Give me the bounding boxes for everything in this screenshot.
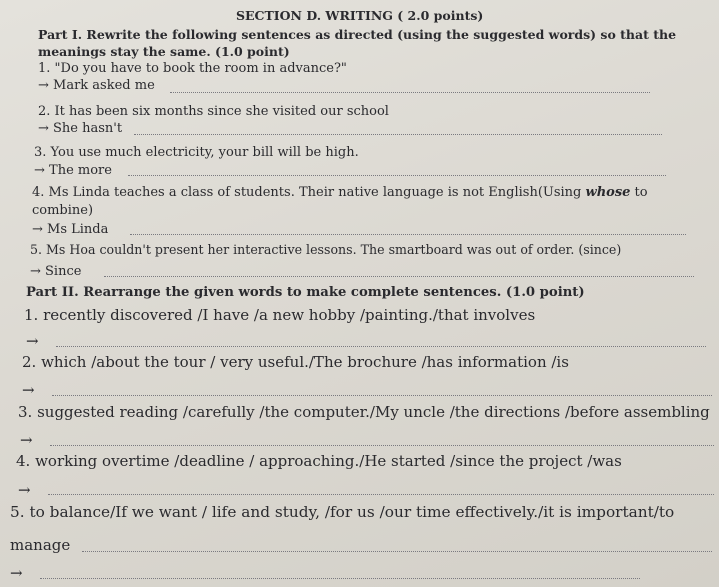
part2-question-2: 2. which /about the tour / very useful./The brochure /has information /is bbox=[22, 353, 569, 371]
part1-answer-line-5[interactable] bbox=[104, 276, 694, 277]
whose-emphasis: whose bbox=[585, 185, 631, 200]
part1-answer-prefix-5: → Since bbox=[30, 264, 82, 279]
part1-question-3: 3. You use much electricity, your bill will be high. bbox=[34, 145, 359, 160]
part2-answer-prefix-2: → bbox=[22, 381, 35, 399]
part2-question-5-cont: manage bbox=[10, 536, 71, 554]
part2-answer-prefix-4: → bbox=[18, 481, 31, 499]
part1-question-4-cont: combine) bbox=[32, 203, 94, 218]
part2-answer-line-5b[interactable] bbox=[40, 578, 640, 579]
part2-answer-line-5a[interactable] bbox=[82, 551, 712, 552]
part2-question-1: 1. recently discovered /I have /a new hobby /painting./that involves bbox=[24, 306, 536, 324]
part1-answer-prefix-2: → She hasn't bbox=[38, 121, 123, 136]
part2-answer-line-1[interactable] bbox=[56, 346, 706, 347]
part2-answer-line-2[interactable] bbox=[52, 395, 712, 396]
part1-heading-line1: Part I. Rewrite the following sentences as directed (using the suggested words) so that the bbox=[38, 27, 677, 42]
part1-answer-prefix-3: → The more bbox=[34, 163, 112, 178]
part2-question-4: 4. working overtime /deadline / approaching./He started /since the project /was bbox=[16, 452, 622, 470]
part1-answer-line-3[interactable] bbox=[128, 175, 666, 176]
part1-question-5: 5. Ms Hoa couldn't present her interactive lessons. The smartboard was out of order. (since) bbox=[30, 242, 622, 257]
part1-question-4: 4. Ms Linda teaches a class of students. Their native language is not English(Using whose to bbox=[32, 185, 648, 200]
part2-question-3: 3. suggested reading /carefully /the computer./My uncle /the directions /before assembling bbox=[18, 403, 710, 421]
part1-answer-prefix-4: → Ms Linda bbox=[32, 222, 109, 237]
part1-question-1: 1. "Do you have to book the room in advance?" bbox=[38, 61, 347, 76]
part2-heading: Part II. Rearrange the given words to make complete sentences. (1.0 point) bbox=[26, 285, 585, 300]
section-title: SECTION D. WRITING ( 2.0 points) bbox=[236, 8, 484, 23]
part2-answer-prefix-5: → bbox=[10, 564, 23, 582]
part1-answer-line-2[interactable] bbox=[134, 134, 662, 135]
part1-answer-line-1[interactable] bbox=[170, 92, 650, 93]
part1-heading-line2: meanings stay the same. (1.0 point) bbox=[38, 44, 290, 59]
part1-answer-prefix-1: → Mark asked me bbox=[38, 78, 155, 93]
part1-answer-line-4[interactable] bbox=[130, 234, 686, 235]
part2-answer-line-3[interactable] bbox=[50, 445, 714, 446]
part2-answer-prefix-3: → bbox=[20, 431, 33, 449]
part1-question-2: 2. It has been six months since she visited our school bbox=[38, 104, 389, 119]
part2-question-5: 5. to balance/If we want / life and study, /for us /our time effectively./it is important/to bbox=[10, 503, 675, 521]
part2-answer-prefix-1: → bbox=[26, 332, 39, 350]
part2-answer-line-4[interactable] bbox=[48, 494, 714, 495]
